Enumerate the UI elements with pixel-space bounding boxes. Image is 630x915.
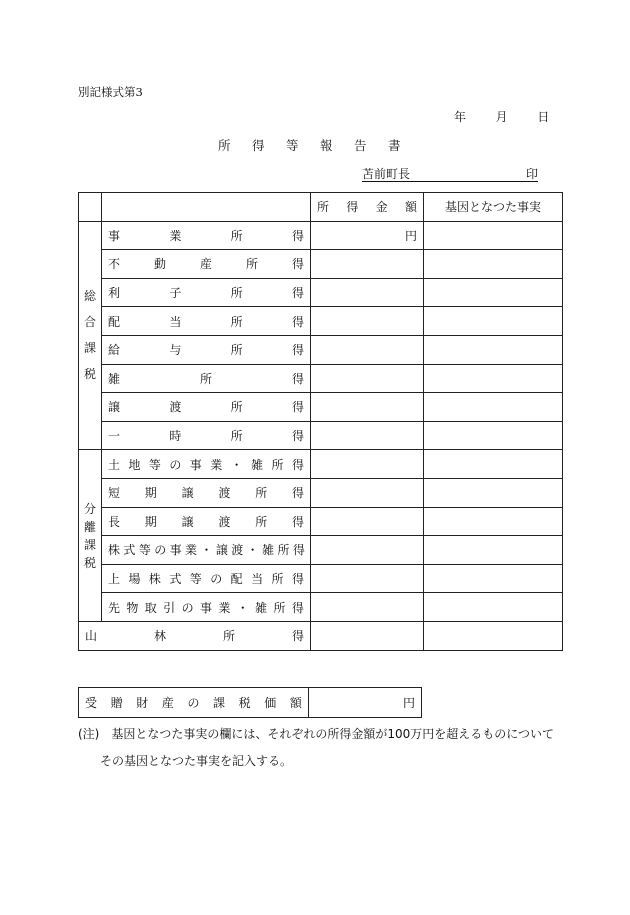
group-label-sogo [79, 221, 102, 450]
amount-cell[interactable] [311, 364, 424, 393]
page-title [218, 136, 422, 154]
label-char: 株 [108, 543, 121, 558]
table-row [79, 421, 563, 450]
label-char: の [210, 572, 223, 587]
label-char: 財 [136, 696, 149, 710]
label-char: 得 [291, 514, 304, 529]
amount-cell[interactable] [311, 421, 424, 450]
label-char: 得 [291, 429, 304, 444]
addressee-line [362, 165, 538, 182]
label-char: 等 [148, 457, 161, 472]
label-char: 譲 [215, 543, 228, 558]
label-char: 雑 [255, 600, 268, 615]
amount-cell[interactable] [311, 507, 424, 536]
label-char: 配 [230, 572, 243, 587]
label-char: 土 [108, 457, 121, 472]
reason-cell[interactable] [424, 393, 563, 422]
label-char: 地 [128, 457, 141, 472]
amount-cell[interactable] [311, 221, 424, 250]
header-char: 額 [404, 200, 417, 215]
group-char: 合 [83, 315, 96, 330]
label-char: 当 [169, 314, 182, 329]
label-char: 業 [185, 543, 198, 558]
table-header-row [79, 193, 563, 222]
label-char: の [187, 696, 200, 710]
label-char: 得 [291, 371, 304, 386]
income-table [78, 192, 563, 651]
form-identifier: 別記様式第3 [78, 85, 143, 99]
label-char: 業 [210, 457, 223, 472]
label-char: 譲 [181, 514, 194, 529]
day-label: 日 [537, 110, 550, 124]
label-char: 得 [291, 457, 304, 472]
label-char: 得 [291, 286, 304, 301]
label-char: 山 [85, 629, 98, 644]
reason-cell[interactable] [424, 250, 563, 279]
label-char: 場 [128, 572, 141, 587]
label-char: 当 [251, 572, 264, 587]
table-row [79, 364, 563, 393]
label-char: 所 [277, 543, 290, 558]
label-char: 給 [108, 343, 121, 358]
label-char: 得 [291, 572, 304, 587]
reason-cell[interactable] [424, 621, 563, 650]
amount-cell[interactable] [311, 621, 424, 650]
title-char: 等 [286, 138, 299, 153]
group-char: 総 [83, 289, 96, 304]
label-char: 産 [161, 696, 174, 710]
label-char: 短 [108, 486, 121, 501]
reason-cell[interactable] [424, 536, 563, 565]
label-char: 不 [108, 257, 121, 272]
label-char: 所 [273, 600, 286, 615]
label-char: ・ [246, 543, 259, 558]
label-char: 譲 [108, 400, 121, 415]
amount-cell[interactable] [311, 593, 424, 622]
label-char: 雑 [262, 543, 275, 558]
reason-cell[interactable] [424, 335, 563, 364]
row-label-misc [102, 364, 311, 393]
label-char: 事 [108, 228, 121, 243]
header-char: 得 [346, 200, 359, 215]
yen-unit: 円 [404, 228, 417, 243]
label-char: 物 [126, 600, 139, 615]
amount-cell[interactable] [311, 307, 424, 336]
header-char: 金 [375, 200, 388, 215]
reason-cell[interactable] [424, 564, 563, 593]
header-blank-cell [102, 193, 311, 222]
row-label-business [102, 221, 311, 250]
label-char: 所 [199, 371, 212, 386]
row-label-stocks [102, 536, 311, 565]
amount-cell[interactable] [311, 564, 424, 593]
label-char: の [154, 543, 167, 558]
label-char: の [169, 457, 182, 472]
label-char: 式 [123, 543, 136, 558]
label-char: 得 [291, 228, 304, 243]
label-char: 得 [291, 486, 304, 501]
table-row [79, 536, 563, 565]
table-row [79, 278, 563, 307]
title-char: 告 [354, 138, 367, 153]
table-row [79, 507, 563, 536]
row-label-interest [102, 278, 311, 307]
label-char: 額 [289, 696, 302, 710]
table-row [79, 621, 563, 650]
label-char: 所 [255, 486, 268, 501]
label-char: 渡 [218, 486, 231, 501]
gift-tax-label [79, 688, 309, 718]
label-char: 等 [189, 572, 202, 587]
amount-cell[interactable] [311, 278, 424, 307]
reason-cell[interactable] [424, 593, 563, 622]
label-char: 上 [108, 572, 121, 587]
label-char: 得 [291, 600, 304, 615]
row-label-occasional [102, 421, 311, 450]
label-char: 産 [199, 257, 212, 272]
label-char: 長 [108, 514, 121, 529]
table-row [79, 564, 563, 593]
label-char: 所 [230, 314, 243, 329]
note-line-2: その基因となつた事実を記入する。 [100, 754, 293, 768]
title-char: 所 [218, 138, 231, 153]
label-char: 雑 [108, 371, 121, 386]
reason-cell[interactable] [424, 278, 563, 307]
label-char: 得 [292, 543, 305, 558]
title-char: 報 [320, 138, 333, 153]
label-char: 所 [245, 257, 258, 272]
amount-cell[interactable] [311, 250, 424, 279]
label-char: 得 [291, 400, 304, 415]
label-char: 引 [163, 600, 176, 615]
label-char: 所 [230, 429, 243, 444]
label-char: 課 [213, 696, 226, 710]
reason-cell[interactable] [424, 507, 563, 536]
label-char: 所 [230, 343, 243, 358]
reason-cell[interactable] [424, 307, 563, 336]
label-char: 所 [222, 629, 235, 644]
label-char: 雑 [251, 457, 264, 472]
label-char: の [181, 600, 194, 615]
gift-tax-amount[interactable] [309, 688, 422, 718]
label-char: 所 [230, 228, 243, 243]
label-char: ・ [236, 600, 249, 615]
table-row [79, 250, 563, 279]
label-char: 渡 [169, 400, 182, 415]
amount-cell[interactable] [311, 450, 424, 479]
amount-cell[interactable] [311, 393, 424, 422]
row-label-salary [102, 335, 311, 364]
table-row [79, 393, 563, 422]
row-label-long-term [102, 507, 311, 536]
label-char: 期 [144, 486, 157, 501]
addressee-name: 苫前町長 [362, 167, 411, 181]
label-char: 渡 [218, 514, 231, 529]
group-label-bunri [79, 450, 102, 622]
group-char: 離 [83, 519, 96, 534]
table-row [79, 307, 563, 336]
label-char: 動 [153, 257, 166, 272]
label-char: 与 [169, 343, 182, 358]
header-blank-cell [79, 193, 102, 222]
amount-cell[interactable] [311, 478, 424, 507]
label-char: 所 [271, 457, 284, 472]
label-char: 事 [199, 600, 212, 615]
reason-cell[interactable] [424, 421, 563, 450]
row-label-transfer [102, 393, 311, 422]
label-char: 得 [291, 257, 304, 272]
group-char: 課 [83, 537, 96, 552]
label-char: 税 [238, 696, 251, 710]
row-label-listed-dividend [102, 564, 311, 593]
table-row [79, 478, 563, 507]
header-char: 所 [317, 200, 330, 215]
year-label: 年 [454, 110, 467, 124]
table-row [79, 593, 563, 622]
group-char: 税 [83, 555, 96, 570]
seal-mark: 印 [525, 167, 538, 181]
label-char: 林 [153, 629, 166, 644]
group-char: 課 [83, 341, 96, 356]
label-char: 期 [144, 514, 157, 529]
title-char: 書 [388, 138, 401, 153]
row-label-futures [102, 593, 311, 622]
label-char: 所 [255, 514, 268, 529]
label-char: 譲 [181, 486, 194, 501]
label-char: 得 [291, 629, 304, 644]
yen-unit: 円 [402, 696, 415, 710]
table-row [79, 221, 563, 250]
label-char: 所 [230, 286, 243, 301]
label-char: 事 [169, 543, 182, 558]
label-char: 贈 [110, 696, 123, 710]
label-char: 価 [264, 696, 277, 710]
month-label: 月 [495, 110, 508, 124]
date-line [454, 108, 549, 125]
gift-tax-table [78, 687, 422, 718]
label-char: 一 [108, 429, 121, 444]
row-label-dividend [102, 307, 311, 336]
group-char: 分 [83, 501, 96, 516]
group-char: 税 [83, 367, 96, 382]
label-char: 所 [230, 400, 243, 415]
label-char: ・ [200, 543, 213, 558]
table-row [79, 450, 563, 479]
row-label-forestry [79, 621, 311, 650]
label-char: 配 [108, 314, 121, 329]
title-char: 得 [252, 138, 265, 153]
row-label-short-term [102, 478, 311, 507]
label-char: 式 [169, 572, 182, 587]
label-char: 等 [138, 543, 151, 558]
label-char: 受 [85, 696, 98, 710]
header-amount [311, 193, 424, 222]
amount-cell[interactable] [311, 536, 424, 565]
table-row [79, 688, 422, 718]
label-char: 業 [169, 228, 182, 243]
amount-cell[interactable] [311, 335, 424, 364]
label-char: 株 [148, 572, 161, 587]
label-char: ・ [230, 457, 243, 472]
label-char: 子 [169, 286, 182, 301]
label-char: 渡 [231, 543, 244, 558]
table-row [79, 335, 563, 364]
header-reason: 基因となつた事実 [424, 193, 563, 222]
row-label-real-estate [102, 250, 311, 279]
row-label-land-business [102, 450, 311, 479]
note-line-1: (注) 基因となつた事実の欄には、それぞれの所得金額が100万円を超えるものについて [78, 727, 555, 741]
label-char: 所 [271, 572, 284, 587]
label-char: 得 [291, 343, 304, 358]
label-char: 時 [169, 429, 182, 444]
reason-cell[interactable] [424, 221, 563, 250]
label-char: 業 [218, 600, 231, 615]
reason-cell[interactable] [424, 364, 563, 393]
reason-cell[interactable] [424, 478, 563, 507]
label-char: 事 [189, 457, 202, 472]
label-char: 得 [291, 314, 304, 329]
label-char: 先 [108, 600, 121, 615]
label-char: 利 [108, 286, 121, 301]
label-char: 取 [144, 600, 157, 615]
reason-cell[interactable] [424, 450, 563, 479]
